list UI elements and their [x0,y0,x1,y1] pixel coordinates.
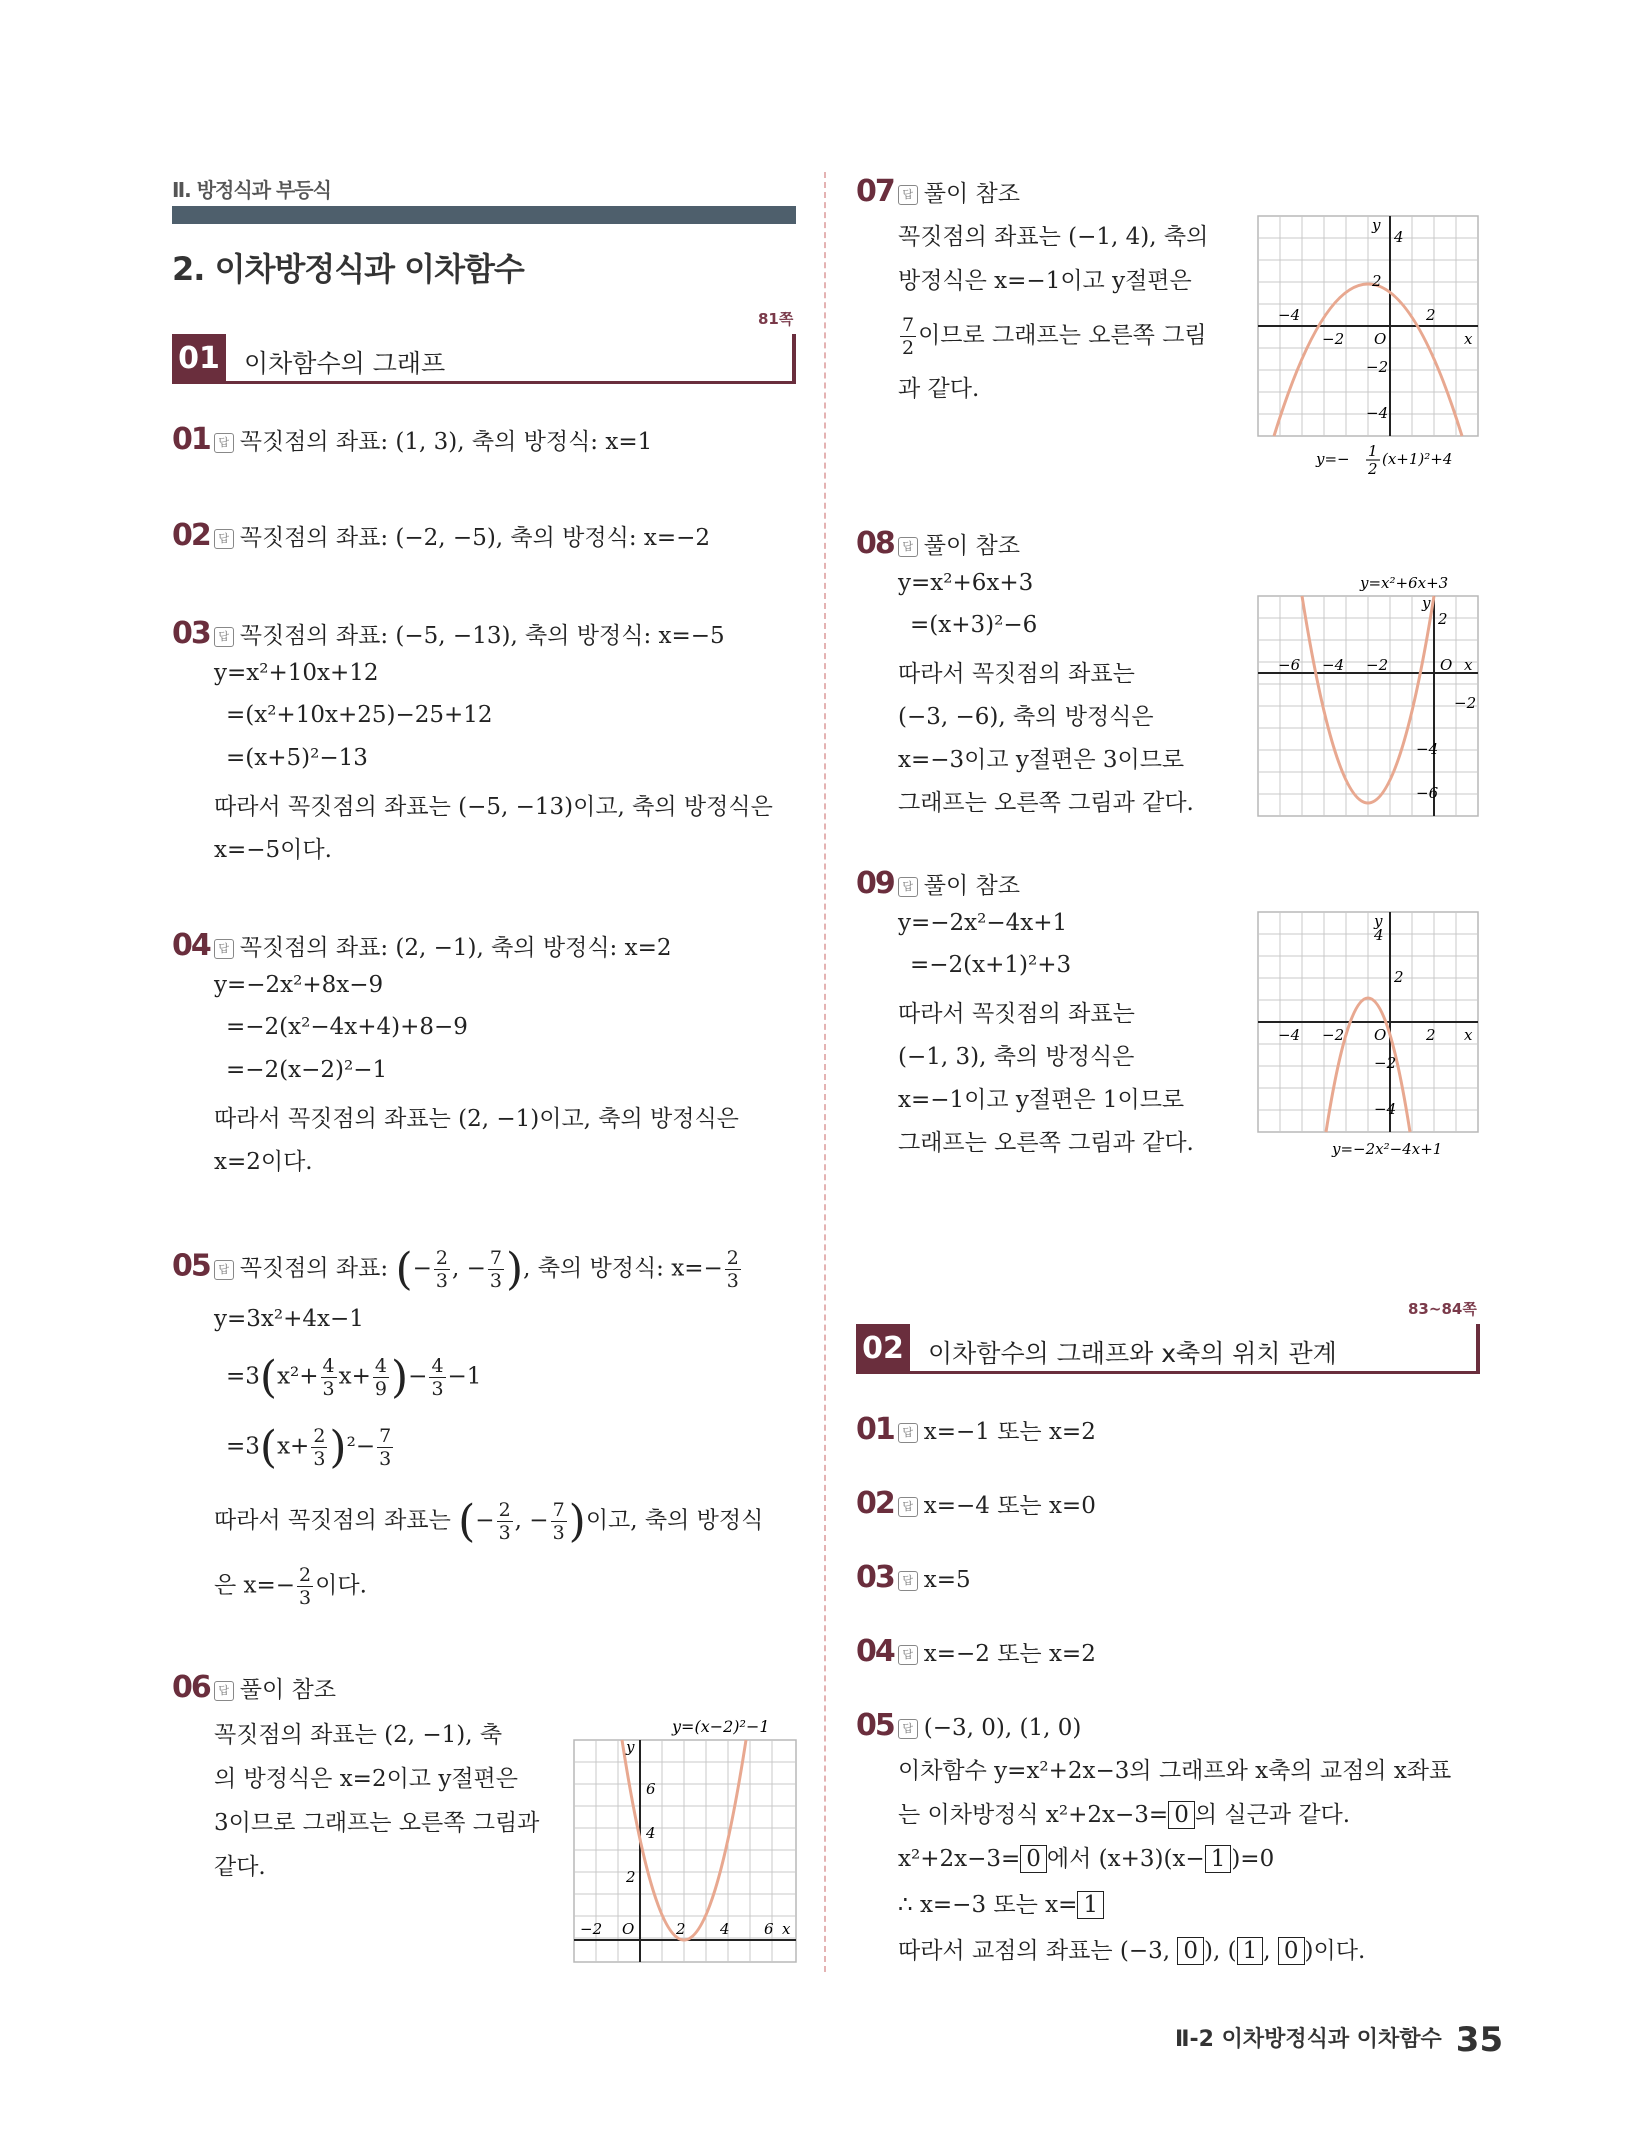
work-line: =(x+3)²−6 [910,612,1038,638]
answer-text: x=−2 또는 x=2 [923,1641,1096,1667]
problem-q01 [856,1412,1096,1447]
work-line: 이차함수 y=x²+2x−3의 그래프와 x축의 교점의 x좌표 [898,1758,1452,1784]
svg-text:4: 4 [720,1920,730,1938]
answer-icon: 답 [898,1645,918,1665]
work-line: =−2(x+1)²+3 [910,952,1072,978]
grid [1258,596,1478,816]
answer-icon: 답 [898,1571,918,1591]
work-line: 꼭짓점의 좌표는 (2, −1), 축 [214,1722,503,1748]
page-footer [1175,2020,1503,2060]
header-bar [172,206,796,224]
svg-text:−2: −2 [1322,1026,1345,1044]
problem-02 [172,518,710,553]
answer-box: 1 [1237,1937,1264,1965]
axis-ticks [1278,216,1473,422]
work-line: 3이므로 그래프는 오른쪽 그림과 [214,1810,540,1836]
svg-text:4: 4 [1374,926,1384,944]
svg-text:1: 1 [1368,442,1378,460]
work-line: 의 방정식은 x=2이고 y절편은 [214,1766,518,1792]
problem-number: 06 [172,1670,210,1705]
work-line: 은 x=− $\frac{2}{3}$ 이다. [214,1564,367,1609]
answer-text: 풀이 참조 [923,533,1020,559]
problem-number: 07 [856,174,894,209]
work-line: =−2(x²−4x+4)+8−9 [226,1014,468,1040]
svg-text:2: 2 [626,1868,636,1886]
problem-q03 [856,1560,971,1595]
svg-text:−4: −4 [1278,306,1301,324]
section-number: 01 [172,334,226,384]
graph-label: y=(x−2)²−1 [672,1717,770,1736]
answer-icon: 답 [214,433,234,453]
svg-text:O: O [1440,656,1453,674]
answer-icon: 답 [214,529,234,549]
fraction: $\frac{2}{3}$ [726,1247,739,1292]
svg-text:−6: −6 [1278,656,1301,674]
svg-text:2: 2 [1368,460,1378,478]
graph-08 [1256,570,1482,820]
answer-text: 꼭짓점의 좌표: (−2, −5), 축의 방정식: x=−2 [239,525,711,551]
svg-text:2: 2 [1426,1026,1436,1044]
section-box-01 [172,334,796,384]
work-line: =3(x²+ $\frac{4}{3}$ x+ $\frac{4}{9}$ )− $\frac{4}{3}$ −1 [226,1352,482,1403]
work-line: x²+2x−3= 0 에서 (x+3)(x− 1 )=0 [898,1846,1275,1872]
comma: , [451,1255,460,1282]
answer-icon: 답 [214,1260,234,1280]
svg-text:−2: −2 [1366,358,1389,376]
problem-08 [856,526,1020,561]
work-line: 그래프는 오른쪽 그림과 같다. [898,790,1194,816]
answer-text: 풀이 참조 [923,873,1020,899]
page-ref-right: 83~84쪽 [1408,1300,1477,1318]
work-line: =3(x+ $\frac{2}{3}$ )²− $\frac{7}{3}$ [226,1422,392,1473]
problem-q04 [856,1634,1096,1669]
work-line: 같다. [214,1854,266,1880]
svg-text:−6: −6 [1416,784,1439,802]
work-line: (−3, −6), 축의 방정식은 [898,704,1154,730]
section-title: 이차함수의 그래프 [244,349,446,378]
work-line: x=−3이고 y절편은 3이므로 [898,747,1185,773]
graph-label [1315,442,1452,478]
answer-text: 꼭짓점의 좌표: (−5, −13), 축의 방정식: x=−5 [239,623,725,649]
work-line: y=−2x²+8x−9 [214,972,384,998]
answer-text: (−3, 0), (1, 0) [923,1715,1082,1741]
svg-text:−4: −4 [1278,1026,1301,1044]
section-label: Ⅱ. 방정식과 부등식 [172,178,331,202]
graph-06 [570,1710,806,1966]
footer-label: Ⅱ-2 이차방정식과 이차함수 [1175,2027,1442,2052]
graph-07 [1256,212,1482,478]
svg-text:−4: −4 [1322,656,1345,674]
svg-text:−2: −2 [580,1920,603,1938]
problem-03 [172,616,725,651]
problem-number: 05 [172,1248,210,1284]
work-line: 따라서 꼭짓점의 좌표는 (−5, −13)이고, 축의 방정식은 [214,794,773,820]
svg-text:2: 2 [1394,968,1404,986]
answer-text: 풀이 참조 [923,181,1020,207]
answer-box: 0 [1168,1801,1195,1829]
problem-number: 03 [172,616,210,651]
work-line: x=−1이고 y절편은 1이므로 [898,1087,1185,1113]
work-line: ∴ x=−3 또는 x= 1 [898,1886,1104,1919]
section-box-02 [856,1324,1480,1374]
answer-text: 꼭짓점의 좌표: (2, −1), 축의 방정식: x=2 [239,935,672,961]
problem-04 [172,928,672,963]
problem-07 [856,174,1020,209]
problem-number: 09 [856,866,894,901]
answer-icon: 답 [214,939,234,959]
work-line: 따라서 꼭짓점의 좌표는 (− $\frac{2}{3}$ , − $\frac{7}{3}$ )이고, 축의 방정식 [214,1496,764,1547]
problem-number: 05 [856,1708,894,1743]
work-line: 따라서 교점의 좌표는 (−3, 0 ), ( 1 , 0 )이다. [898,1938,1366,1964]
page-number: 35 [1455,2020,1504,2060]
minus-sign: − [466,1255,486,1282]
svg-text:6: 6 [764,1920,774,1938]
problem-05 [172,1244,743,1295]
svg-text:(x+1)²+4: (x+1)²+4 [1382,450,1453,468]
column-divider [824,172,826,1972]
answer-box: 1 [1205,1845,1232,1873]
svg-text:x: x [1464,330,1473,348]
paren: ) [505,1244,524,1295]
work-line: 따라서 꼭짓점의 좌표는 [898,1001,1135,1027]
paren: ( [395,1244,413,1295]
svg-text:4: 4 [646,1824,656,1842]
problem-number: 04 [172,928,210,963]
problem-number: 02 [856,1486,894,1521]
work-line: 꼭짓점의 좌표는 (−1, 4), 축의 [898,224,1209,250]
svg-text:−2: −2 [1322,330,1345,348]
svg-text:4: 4 [1394,228,1404,246]
answer-box: 1 [1077,1891,1104,1919]
work-line: y=x²+10x+12 [214,660,379,686]
answer-icon: 답 [214,1681,234,1701]
svg-text:y: y [1372,216,1381,234]
answer-box: 0 [1177,1937,1204,1965]
section-number: 02 [856,1324,910,1374]
answer-box: 0 [1278,1937,1305,1965]
problem-number: 03 [856,1560,894,1595]
work-line: 과 같다. [898,376,980,402]
work-line: y=x²+6x+3 [898,570,1034,596]
work-line: x=2이다. [214,1149,313,1175]
problem-q02 [856,1486,1096,1521]
svg-text:x: x [1464,656,1473,674]
svg-text:−2: −2 [1454,694,1477,712]
work-line: 방정식은 x=−1이고 y절편은 [898,268,1192,294]
answer-icon: 답 [898,537,918,557]
svg-text:O: O [1374,1026,1387,1044]
svg-text:x: x [1464,1026,1473,1044]
answer-text: 꼭짓점의 좌표: (1, 3), 축의 방정식: x=1 [239,429,653,455]
answer-box: 0 [1020,1845,1047,1873]
svg-text:2: 2 [1372,272,1382,290]
graph-label: y=x²+6x+3 [1360,574,1449,592]
answer-text: x=5 [923,1567,971,1593]
answer-icon: 답 [898,877,918,897]
work-line: x=−5이다. [214,837,332,863]
work-line: =−2(x−2)²−1 [226,1057,388,1083]
answer-icon: 답 [898,1497,918,1517]
work-line: (−1, 3), 축의 방정식은 [898,1044,1135,1070]
svg-text:2: 2 [1426,306,1436,324]
section-title: 이차함수의 그래프와 x축의 위치 관계 [928,1339,1337,1368]
svg-text:x: x [782,1920,791,1938]
answer-icon: 답 [898,185,918,205]
problem-number: 01 [172,422,210,457]
problem-number: 01 [856,1412,894,1447]
svg-text:y=−: y=− [1316,450,1350,468]
svg-text:2: 2 [1438,610,1448,628]
axis-ticks [1278,912,1473,1118]
answer-icon: 답 [898,1719,918,1739]
answer-text: , 축의 방정식: x=− [523,1255,723,1282]
axis-ticks [580,1738,791,1938]
work-line: y=3x²+4x−1 [214,1306,364,1332]
work-line: y=−2x²−4x+1 [898,910,1068,936]
svg-text:y: y [626,1738,635,1756]
svg-text:O: O [622,1920,635,1938]
problem-q05 [856,1708,1081,1743]
answer-icon: 답 [214,627,234,647]
work-line: 그래프는 오른쪽 그림과 같다. [898,1130,1194,1156]
work-line: 는 이차방정식 x²+2x−3= 0 의 실근과 같다. [898,1802,1351,1828]
svg-text:6: 6 [646,1780,656,1798]
work-line: 따라서 꼭짓점의 좌표는 [898,661,1135,687]
answer-text: 꼭짓점의 좌표: [239,1255,389,1282]
svg-text:−2: −2 [1374,1054,1397,1072]
svg-text:y: y [1374,912,1383,930]
work-line: 따라서 꼭짓점의 좌표는 (2, −1)이고, 축의 방정식은 [214,1106,739,1132]
svg-text:O: O [1374,330,1387,348]
answer-text: x=−4 또는 x=0 [923,1493,1096,1519]
problem-09 [856,866,1020,901]
problem-number: 02 [172,518,210,553]
work-line: $\frac{7}{2}$ 이므로 그래프는 오른쪽 그림 [902,314,1207,359]
graph-label: y=−2x²−4x+1 [1332,1140,1443,1158]
svg-text:−2: −2 [1366,656,1389,674]
problem-06 [172,1670,336,1705]
answer-icon: 답 [898,1423,918,1443]
svg-text:−4: −4 [1416,740,1439,758]
problem-number: 08 [856,526,894,561]
problem-number: 04 [856,1634,894,1669]
answer-text: x=−1 또는 x=2 [923,1419,1096,1445]
svg-text:−4: −4 [1366,404,1389,422]
fraction: $\frac{7}{3}$ [489,1247,502,1292]
svg-text:−4: −4 [1374,1100,1397,1118]
svg-text:y: y [1422,594,1431,612]
fraction: $\frac{2}{3}$ [435,1247,448,1292]
svg-text:2: 2 [676,1920,686,1938]
problem-01 [172,422,652,457]
graph-09 [1256,908,1482,1160]
work-line: =(x²+10x+25)−25+12 [226,702,493,728]
chapter-title: 2. 이차방정식과 이차함수 [172,250,524,288]
work-line: =(x+5)²−13 [226,745,368,771]
page-ref-left: 81쪽 [758,310,794,328]
answer-text: 풀이 참조 [239,1677,336,1703]
minus-sign: − [412,1255,432,1282]
